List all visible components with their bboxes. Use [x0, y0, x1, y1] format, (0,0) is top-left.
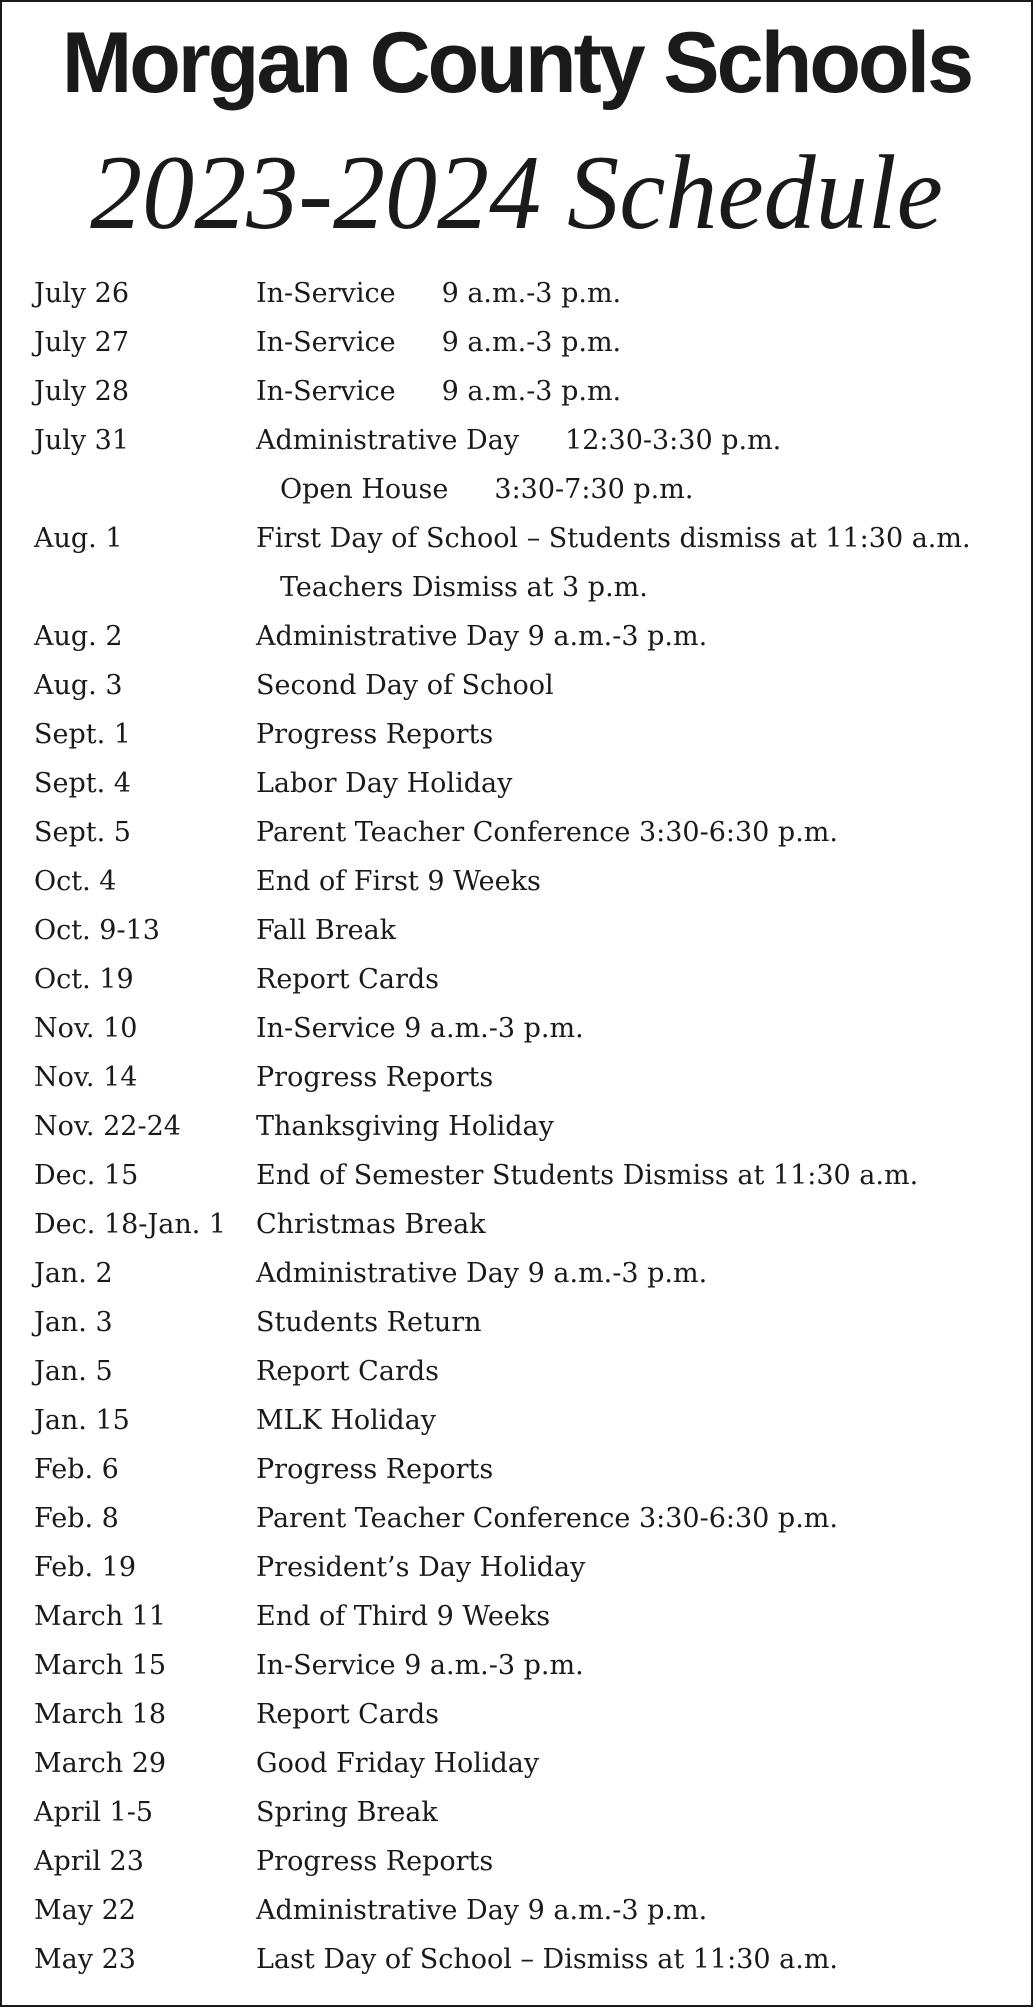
schedule-row [34, 1200, 1031, 1249]
schedule-event-text: Administrative Day 9 a.m.-3 p.m. [256, 621, 708, 652]
schedule-date: Oct. 19 [34, 964, 134, 995]
schedule-date: Jan. 2 [34, 1258, 113, 1289]
schedule-time: 3:30-7:30 p.m. [494, 474, 694, 505]
schedule-date: Dec. 15 [34, 1160, 139, 1191]
schedule-date: March 15 [34, 1650, 167, 1681]
schedule-event-text: End of Third 9 Weeks [256, 1601, 551, 1632]
schedule-date: March 11 [34, 1601, 167, 1632]
schedule-row [34, 1494, 1031, 1543]
schedule-event [256, 1641, 584, 1690]
schedule-event [256, 661, 554, 710]
schedule-date: July 28 [34, 376, 130, 407]
schedule-row [34, 906, 1031, 955]
schedule-row [34, 1396, 1031, 1445]
schedule-row [34, 269, 1031, 318]
schedule-event [280, 563, 648, 612]
schedule-event-text: Progress Reports [256, 1454, 494, 1485]
schedule-date: July 26 [34, 278, 130, 309]
schedule-time: 9 a.m.-3 p.m. [441, 278, 622, 309]
schedule-row [34, 318, 1031, 367]
schedule-event-text: In-Service [256, 376, 396, 407]
schedule-row [34, 1935, 1031, 1984]
schedule-row [34, 759, 1031, 808]
schedule-row [34, 1298, 1031, 1347]
schedule-event-text: Second Day of School [256, 670, 554, 701]
schedule-date: Aug. 2 [34, 621, 123, 652]
schedule-time: 9 a.m.-3 p.m. [441, 327, 622, 358]
schedule-event [256, 1788, 438, 1837]
schedule-row [34, 465, 1031, 514]
schedule-event-text: Spring Break [256, 1797, 438, 1828]
schedule-date: Dec. 18-Jan. 1 [34, 1209, 227, 1240]
schedule-date: Sept. 5 [34, 817, 131, 848]
schedule-event-text: In-Service [256, 278, 396, 309]
schedule-row [34, 1739, 1031, 1788]
schedule-event-text: Parent Teacher Conference 3:30-6:30 p.m. [256, 1503, 838, 1534]
schedule-event [256, 612, 707, 661]
schedule-date: Feb. 19 [34, 1552, 137, 1583]
schedule-event [256, 1690, 439, 1739]
schedule-event [256, 269, 621, 318]
schedule-event [256, 514, 971, 563]
schedule-date: Jan. 15 [34, 1405, 130, 1436]
schedule-event [280, 465, 693, 514]
schedule-event [256, 1053, 493, 1102]
schedule-row [34, 1641, 1031, 1690]
schedule-date: Oct. 4 [34, 866, 117, 897]
schedule-event-text: Administrative Day 9 a.m.-3 p.m. [256, 1895, 708, 1926]
schedule-event-text: Last Day of School – Dismiss at 11:30 a.m. [256, 1944, 839, 1975]
schedule-event-text: In-Service 9 a.m.-3 p.m. [256, 1013, 584, 1044]
schedule-event-text: Progress Reports [256, 719, 494, 750]
schedule-event [256, 955, 439, 1004]
schedule-row [34, 367, 1031, 416]
schedule-event-text: In-Service [256, 327, 396, 358]
schedule-row [34, 1151, 1031, 1200]
schedule-event [256, 1249, 707, 1298]
schedule-event [256, 318, 621, 367]
schedule-event-text: Report Cards [256, 1699, 439, 1730]
schedule-event-text: Report Cards [256, 964, 439, 995]
schedule-list [34, 269, 1031, 1984]
schedule-row [34, 1445, 1031, 1494]
schedule-row [34, 1592, 1031, 1641]
schedule-row [34, 1788, 1031, 1837]
page-title: Morgan County Schools [61, 15, 972, 111]
schedule-event [256, 367, 621, 416]
schedule-date: Nov. 22-24 [34, 1111, 181, 1142]
schedule-event-text: Fall Break [256, 915, 397, 946]
schedule-date: March 29 [34, 1748, 167, 1779]
schedule-event [256, 416, 781, 465]
schedule-row [34, 1886, 1031, 1935]
schedule-row [34, 1690, 1031, 1739]
schedule-date: Feb. 6 [34, 1454, 119, 1485]
schedule-date: Nov. 14 [34, 1062, 138, 1093]
schedule-event-text: Administrative Day [256, 425, 520, 456]
schedule-row [34, 710, 1031, 759]
schedule-date: May 22 [34, 1895, 136, 1926]
schedule-date: Oct. 9-13 [34, 915, 160, 946]
schedule-row [34, 1053, 1031, 1102]
schedule-row [34, 514, 1031, 563]
page-subtitle: 2023-2024 Schedule [90, 134, 943, 251]
schedule-event [256, 1739, 539, 1788]
schedule-event [256, 1151, 918, 1200]
schedule-event [256, 857, 541, 906]
schedule-row [34, 1543, 1031, 1592]
schedule-event [256, 1886, 707, 1935]
schedule-event-text: Report Cards [256, 1356, 439, 1387]
schedule-event [256, 1396, 436, 1445]
schedule-date: Jan. 5 [34, 1356, 113, 1387]
schedule-date: Sept. 4 [34, 768, 131, 799]
schedule-row [34, 955, 1031, 1004]
schedule-event-text: Teachers Dismiss at 3 p.m. [280, 572, 648, 603]
schedule-event-text: In-Service 9 a.m.-3 p.m. [256, 1650, 584, 1681]
schedule-event-text: Progress Reports [256, 1062, 494, 1093]
schedule-time: 9 a.m.-3 p.m. [441, 376, 622, 407]
schedule-event-text: Labor Day Holiday [256, 768, 513, 799]
schedule-event-text: End of First 9 Weeks [256, 866, 541, 897]
schedule-event [256, 906, 396, 955]
schedule-date: Aug. 1 [34, 523, 123, 554]
schedule-event [256, 1102, 554, 1151]
schedule-event-text: Administrative Day 9 a.m.-3 p.m. [256, 1258, 708, 1289]
schedule-event [256, 1298, 482, 1347]
schedule-event-text: President’s Day Holiday [256, 1552, 586, 1583]
schedule-event-text: End of Semester Students Dismiss at 11:30 a.m. [256, 1160, 919, 1191]
schedule-event [256, 808, 838, 857]
schedule-date: Sept. 1 [34, 719, 131, 750]
schedule-event [256, 1347, 439, 1396]
schedule-event [256, 1935, 838, 1984]
schedule-event [256, 710, 493, 759]
schedule-row [34, 1102, 1031, 1151]
schedule-row [34, 661, 1031, 710]
schedule-event [256, 1445, 493, 1494]
schedule-event-text: Thanksgiving Holiday [256, 1111, 554, 1142]
schedule-date: Nov. 10 [34, 1013, 138, 1044]
schedule-row [34, 1004, 1031, 1053]
schedule-date: April 23 [34, 1846, 144, 1877]
schedule-date: Aug. 3 [34, 670, 123, 701]
schedule-date: March 18 [34, 1699, 167, 1730]
schedule-event-text: Open House [280, 474, 449, 505]
schedule-event-text: MLK Holiday [256, 1405, 437, 1436]
schedule-event-text: Parent Teacher Conference 3:30-6:30 p.m. [256, 817, 838, 848]
schedule-row [34, 416, 1031, 465]
schedule-event [256, 1543, 585, 1592]
schedule-row [34, 1249, 1031, 1298]
schedule-event [256, 1200, 486, 1249]
schedule-event [256, 1592, 550, 1641]
schedule-event-text: Christmas Break [256, 1209, 486, 1240]
schedule-date: July 27 [34, 327, 130, 358]
schedule-date: Feb. 8 [34, 1503, 119, 1534]
schedule-date: May 23 [34, 1944, 136, 1975]
schedule-row [34, 612, 1031, 661]
schedule-date: Jan. 3 [34, 1307, 113, 1338]
schedule-date: July 31 [34, 425, 130, 456]
schedule-time: 12:30-3:30 p.m. [565, 425, 782, 456]
schedule-row [34, 1837, 1031, 1886]
schedule-row [34, 857, 1031, 906]
schedule-event [256, 1004, 584, 1053]
schedule-event [256, 1837, 493, 1886]
schedule-event-text: First Day of School – Students dismiss at 11:30 a.m. [256, 523, 971, 554]
schedule-event [256, 1494, 838, 1543]
schedule-event [256, 759, 512, 808]
schedule-row [34, 1347, 1031, 1396]
schedule-date: April 1-5 [34, 1797, 154, 1828]
schedule-event-text: Progress Reports [256, 1846, 494, 1877]
schedule-event-text: Students Return [256, 1307, 482, 1338]
schedule-row [34, 563, 1031, 612]
schedule-event-text: Good Friday Holiday [256, 1748, 540, 1779]
schedule-row [34, 808, 1031, 857]
